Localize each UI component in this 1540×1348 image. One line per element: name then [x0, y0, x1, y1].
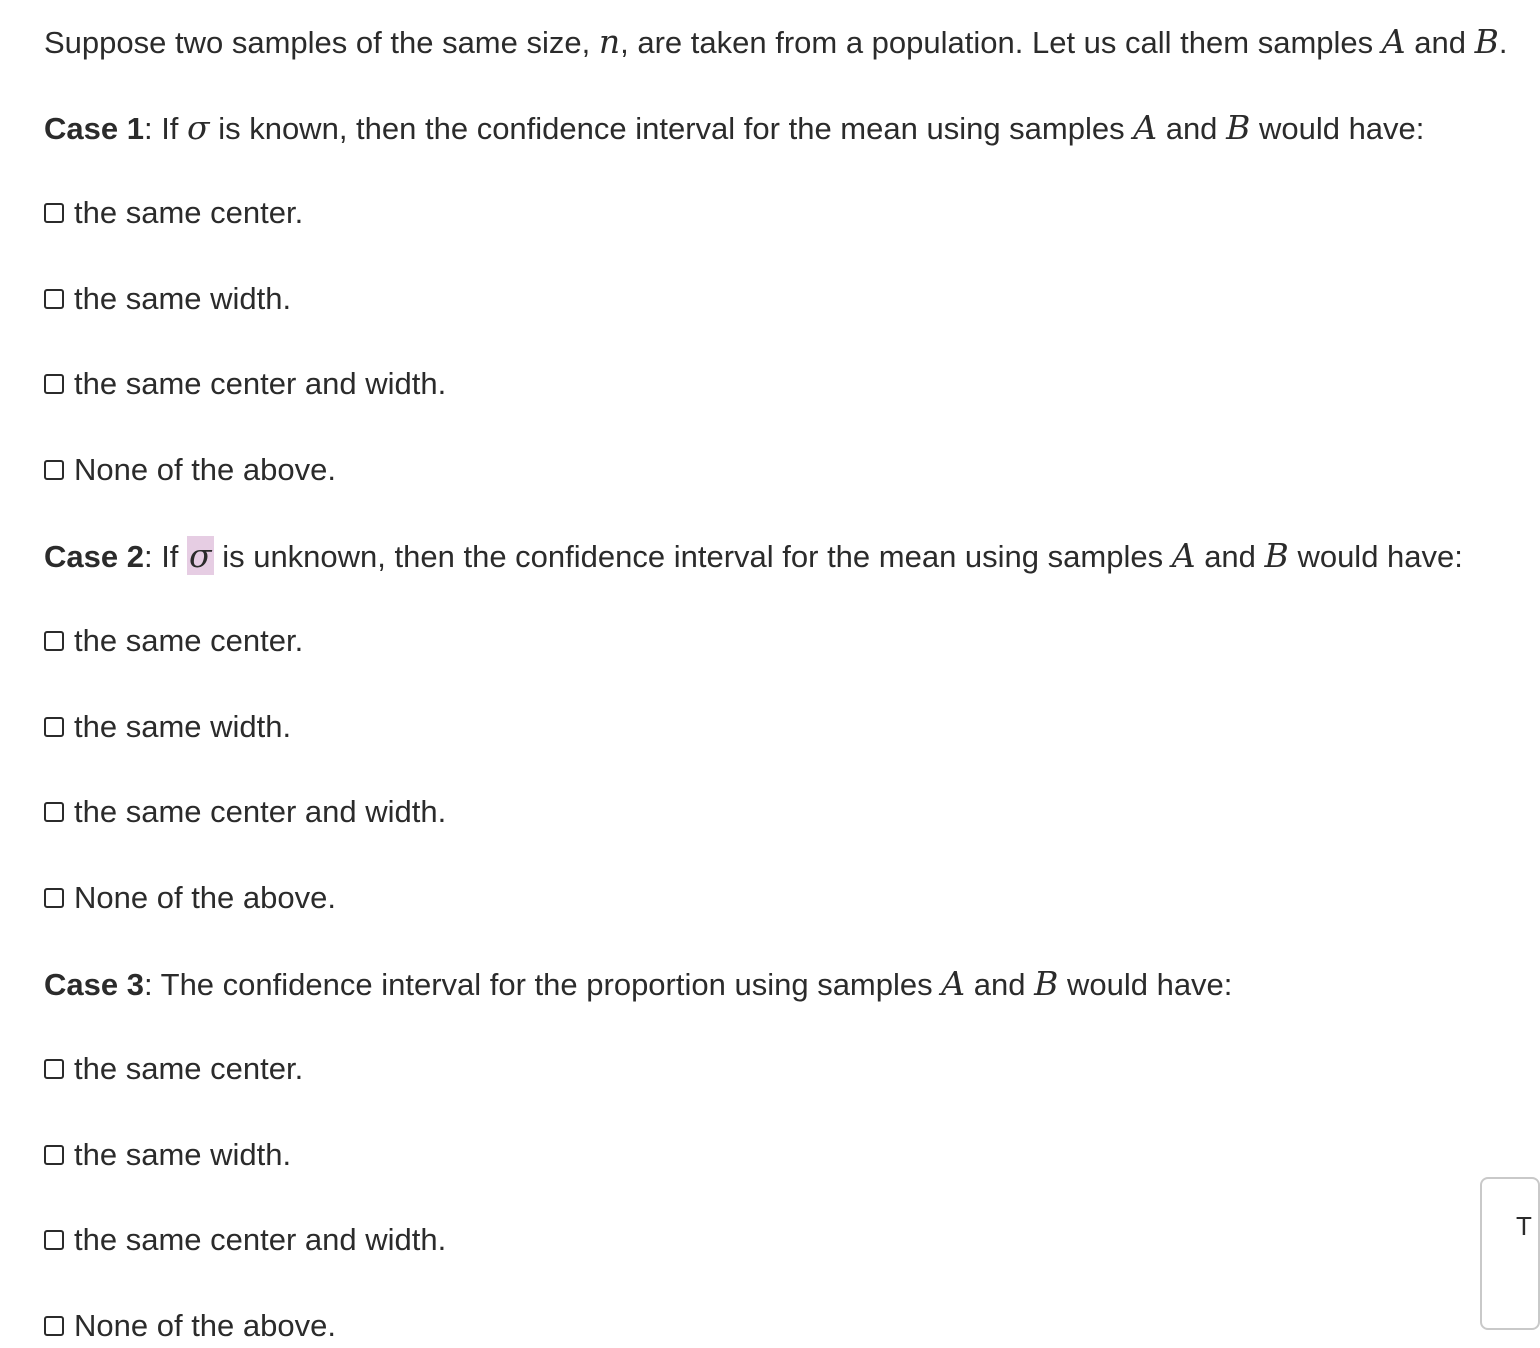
option-label: the same width. [74, 281, 292, 316]
case-2-option-same-center[interactable] [44, 621, 303, 661]
case-3-option-none[interactable] [44, 1306, 336, 1346]
case-2-option-same-center-and-width[interactable] [44, 792, 446, 832]
checkbox[interactable] [44, 717, 64, 737]
checkbox[interactable] [44, 802, 64, 822]
option-label: None of the above. [74, 1308, 336, 1343]
case-text: would have: [1297, 539, 1463, 574]
intro-text [44, 22, 1507, 62]
option-label: the same width. [74, 709, 292, 744]
case-label: Case 1 [44, 111, 144, 146]
case-3-prompt [44, 964, 1232, 1004]
option-label: the same center. [74, 195, 304, 230]
case-text: : If [143, 111, 179, 146]
option-label: the same center. [74, 1051, 304, 1086]
intro-part: and [1414, 25, 1466, 60]
math-b: B [1474, 22, 1499, 61]
math-b: B [1034, 964, 1059, 1003]
case-3-option-same-width[interactable] [44, 1135, 291, 1175]
option-label: the same center and width. [74, 794, 447, 829]
option-label: None of the above. [74, 880, 336, 915]
intro-part: . [1498, 25, 1508, 60]
case-1-option-same-center-and-width[interactable] [44, 364, 446, 404]
math-a: A [1171, 536, 1196, 575]
case-2-option-same-width[interactable] [44, 707, 291, 747]
checkbox[interactable] [44, 460, 64, 480]
case-text: and [1165, 111, 1218, 146]
intro-part: , are taken from a population. Let us call them samples [620, 25, 1374, 60]
case-2-prompt [44, 536, 1463, 576]
math-b: B [1264, 536, 1289, 575]
math-b: B [1226, 108, 1251, 147]
math-n: n [598, 22, 621, 61]
case-1-prompt [44, 108, 1424, 148]
option-label: the same center and width. [74, 366, 447, 401]
case-label: Case 2 [44, 539, 144, 574]
side-panel-label: T [1516, 1211, 1532, 1241]
option-label: the same width. [74, 1137, 292, 1172]
case-1-option-same-center[interactable] [44, 193, 303, 233]
case-text: would have: [1258, 111, 1425, 146]
case-3-option-same-center[interactable] [44, 1049, 303, 1089]
case-label: Case 3 [44, 967, 144, 1002]
checkbox[interactable] [44, 1059, 64, 1079]
checkbox[interactable] [44, 1145, 64, 1165]
case-text: and [973, 967, 1026, 1002]
case-text: is known, then the confidence interval for the mean using samples [218, 111, 1125, 146]
case-1-option-same-width[interactable] [44, 279, 291, 319]
side-panel-tab[interactable] [1480, 1177, 1540, 1330]
case-text: and [1204, 539, 1256, 574]
option-label: the same center. [74, 623, 304, 658]
checkbox[interactable] [44, 631, 64, 651]
case-2-option-none[interactable] [44, 878, 336, 918]
math-a: A [1133, 108, 1158, 147]
math-sigma: σ [187, 108, 210, 147]
checkbox[interactable] [44, 1230, 64, 1250]
math-sigma-highlighted: σ [189, 536, 212, 575]
case-text: : The confidence interval for the proportion using samples [143, 967, 933, 1002]
case-text: would have: [1066, 967, 1233, 1002]
intro-part: Suppose two samples of the same size, [44, 25, 591, 60]
math-a: A [941, 964, 966, 1003]
case-text: is unknown, then the confidence interval for the mean using samples [222, 539, 1164, 574]
case-3-option-same-center-and-width[interactable] [44, 1220, 446, 1260]
checkbox[interactable] [44, 1316, 64, 1336]
option-label: the same center and width. [74, 1222, 447, 1257]
checkbox[interactable] [44, 203, 64, 223]
checkbox[interactable] [44, 289, 64, 309]
case-text: : If [143, 539, 179, 574]
math-a: A [1381, 22, 1406, 61]
checkbox[interactable] [44, 888, 64, 908]
case-1-option-none[interactable] [44, 450, 336, 490]
checkbox[interactable] [44, 374, 64, 394]
option-label: None of the above. [74, 452, 336, 487]
